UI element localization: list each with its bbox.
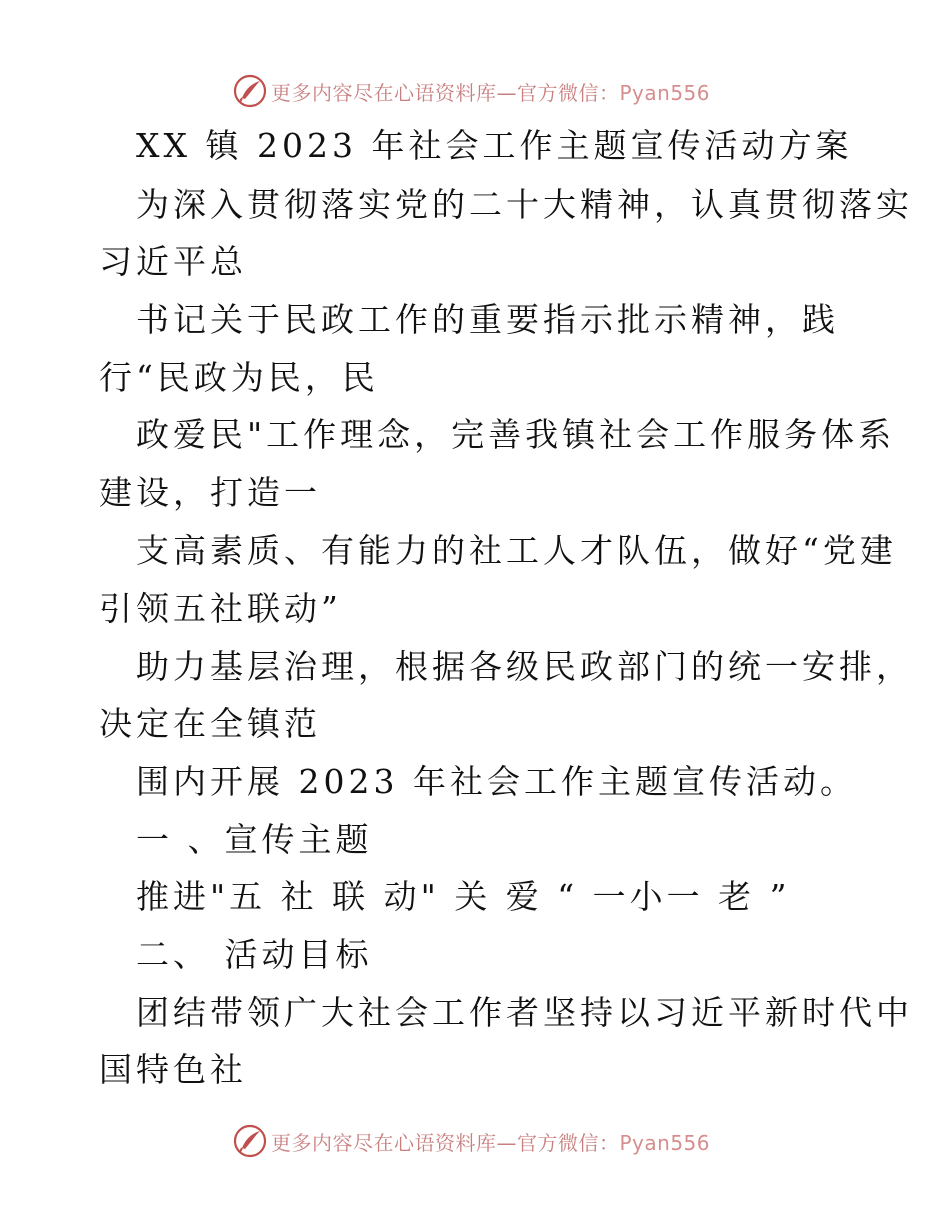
watermark-text: 更多内容尽在心语资料库—官方微信：Pyan556 [271,80,711,105]
paragraph-line: 建设，打造一 [99,473,321,512]
paragraph-line: 团结带领广大社会工作者坚持以习近平新时代中 [136,993,913,1032]
section-heading: 二、 活动目标 [136,935,373,974]
paragraph-line: 习近平总 [99,242,247,281]
paragraph-line: 行“民政为民，民 [99,358,379,397]
paragraph-line: 为深入贯彻落实党的二十大精神，认真贯彻落实 [136,185,913,224]
paragraph-line: 推进"五 社 联 动" 关 爱 “ 一小一 老 ” [136,877,791,916]
paragraph-line: 引领五社联动” [99,589,342,628]
footer-watermark [233,1121,710,1161]
quill-logo-icon [233,1124,267,1158]
watermark-text: 更多内容尽在心语资料库—官方微信：Pyan556 [271,1130,711,1155]
document-title: XX 镇 2023 年社会工作主题宣传活动方案 [136,126,853,165]
section-heading: 一 、宣传主题 [136,820,373,859]
paragraph-line: 书记关于民政工作的重要指示批示精神，践 [136,300,839,339]
paragraph-line: 助力基层治理，根据各级民政部门的统一安排， [136,647,913,686]
header-watermark [233,71,710,111]
paragraph-line: 政爱民"工作理念，完善我镇社会工作服务体系 [136,415,896,454]
paragraph-line: 决定在全镇范 [99,704,321,743]
quill-logo-icon [233,74,267,108]
paragraph-line: 支高素质、有能力的社工人才队伍，做好“党建 [136,531,897,570]
paragraph-line: 围内开展 2023 年社会工作主题宣传活动。 [136,762,857,801]
paragraph-line: 国特色社 [99,1050,247,1089]
